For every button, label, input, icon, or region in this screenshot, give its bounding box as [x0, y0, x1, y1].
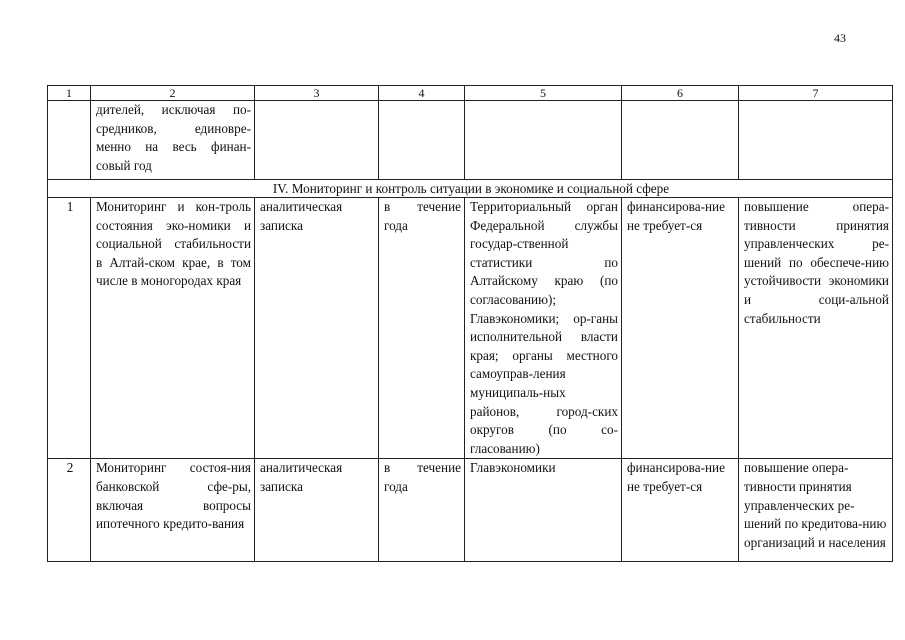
column-number: 3 [255, 86, 379, 101]
executor-cell: Главэкономики [465, 459, 622, 562]
column-number: 2 [91, 86, 255, 101]
form-cell: аналитическая записка [255, 198, 379, 459]
table-row [48, 198, 893, 459]
row-number-cell: 2 [48, 459, 91, 562]
event-cell: Мониторинг и кон-троль состояния эко-номики и социальной стабильности в Алтай-ском крае, в том числе в моногородах края [91, 198, 255, 459]
result-cell: повышение опера-тивности принятия управленческих ре-шений по кредитова-нию организаций и населения [739, 459, 893, 562]
event-cell: Мониторинг состоя-ния банковской сфе-ры, включая вопросы ипотечного кредито-вания [91, 459, 255, 562]
page-number: 43 [834, 31, 846, 45]
financing-cell: финансирова-ние не требует-ся [622, 198, 739, 459]
section-row [48, 180, 893, 198]
column-number: 6 [622, 86, 739, 101]
term-cell: в течение года [379, 459, 465, 562]
row-number-cell [48, 101, 91, 180]
result-cell [739, 101, 893, 180]
term-cell [379, 101, 465, 180]
row-number-cell: 1 [48, 198, 91, 459]
form-cell: аналитическая записка [255, 459, 379, 562]
column-number: 4 [379, 86, 465, 101]
financing-cell [622, 101, 739, 180]
measures-table [47, 85, 893, 562]
financing-cell: финансирова-ние не требует-ся [622, 459, 739, 562]
table-row [48, 459, 893, 562]
event-cell: дителей, исключая по-средников, единовре-менно на весь финан-совый год [91, 101, 255, 180]
executor-cell [465, 101, 622, 180]
section-title: IV. Мониторинг и контроль ситуации в экономике и социальной сфере [48, 180, 893, 198]
result-cell: повышение опера-тивности принятия управленческих ре-шений по обеспече-нию устойчивости экономики и соци-альной стабильности [739, 198, 893, 459]
term-cell: в течение года [379, 198, 465, 459]
column-number: 1 [48, 86, 91, 101]
form-cell [255, 101, 379, 180]
column-number: 5 [465, 86, 622, 101]
column-number-row [48, 86, 893, 101]
column-number: 7 [739, 86, 893, 101]
continuation-row [48, 101, 893, 180]
executor-cell: Территориальный орган Федеральной службы государ-ственной статистики по Алтайскому краю (по согласованию); Главэкономики; ор-ганы исполнительной власти края; органы местного самоуправ-ления муниципаль-ных районов, город-ских округов (по со-гласованию) [465, 198, 622, 459]
